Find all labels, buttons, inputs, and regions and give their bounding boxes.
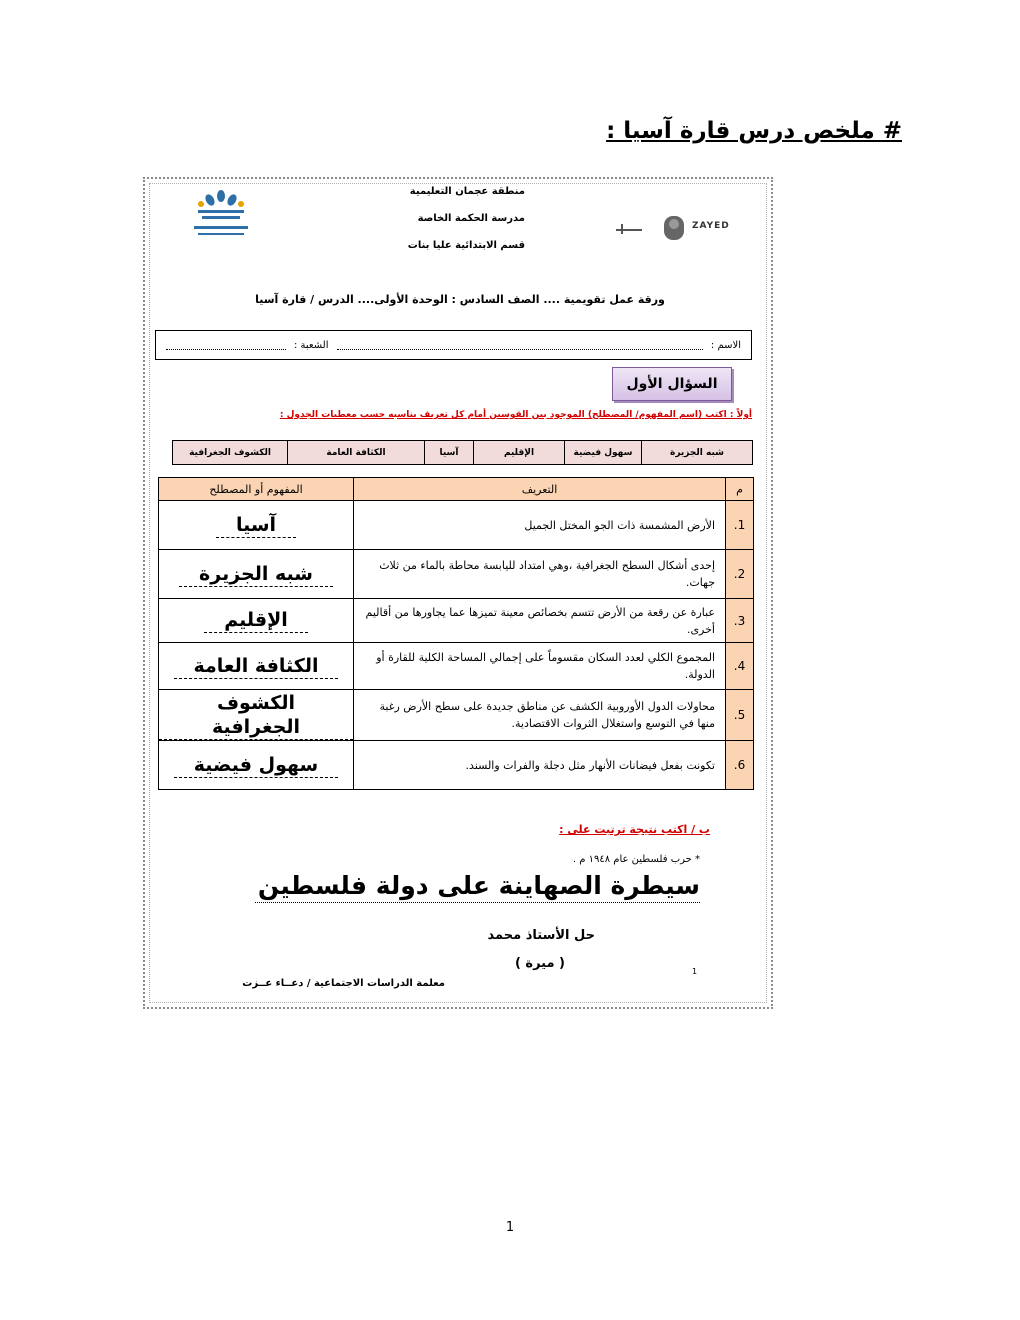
row-definition: المجموع الكلي لعدد السكان مقسوماً على إجمالي المساحة الكلية للقارة أو الدولة.	[354, 643, 726, 690]
row-definition: تكونت بفعل فيضانات الأنهار مثل دجلة والفرات والسند.	[354, 741, 726, 790]
row-definition: عبارة عن رقعة من الأرض تتسم بخصائص معينة تميزها عما يجاورها من أقاليم أخرى.	[354, 599, 726, 643]
row-answer: سهول فيضية	[174, 753, 338, 778]
row-definition: إحدى أشكال السطح الجغرافية ،وهي امتداد لليابسة محاطة بالماء من ثلاث جهات.	[354, 550, 726, 599]
row-definition: الأرض المشمسة ذات الجو المختل الجميل	[354, 501, 726, 550]
table-row	[159, 550, 754, 599]
student-name: ( ميرة )	[514, 956, 565, 971]
teacher-credit: معلمة الدراسات الاجتماعية / دعــاء عــزت	[242, 978, 445, 989]
row-answer-cell[interactable]	[159, 501, 354, 550]
row-number: 5.	[726, 690, 754, 741]
row-answer-cell[interactable]	[159, 550, 354, 599]
definitions-table	[158, 477, 754, 790]
school-header	[405, 186, 525, 267]
zayed-logo-text: ZAYED	[692, 221, 730, 231]
table-row	[159, 501, 754, 550]
word-bank-item: آسيا	[424, 441, 473, 464]
word-bank-item: الإقليم	[473, 441, 564, 464]
row-answer: الكثافة العامة	[174, 654, 339, 679]
word-bank-item: شبه الجزيرة	[641, 441, 752, 464]
word-bank-item: سهول فيضية	[564, 441, 641, 464]
instruction: أولاً : اكتب (اسم المفهوم/ المصطلح) الموجود بين القوسين أمام كل تعريف يناسبه حسب معطيات الجدول :	[279, 410, 752, 420]
word-bank-item: الكشوف الجغرافية	[173, 441, 287, 464]
question-badge: السؤال الأول	[612, 367, 732, 401]
word-bank-item: الكثافة العامة	[287, 441, 424, 464]
small-number: 1	[692, 967, 698, 976]
row-answer: الكشوف الجغرافية	[159, 691, 353, 740]
row-answer: الإقليم	[204, 608, 308, 633]
header-line-3: قسم الابتدائية عليا بنات	[407, 240, 525, 251]
part-b-event: * حرب فلسطين عام ١٩٤٨ م .	[572, 854, 700, 865]
word-bank	[172, 440, 753, 465]
table-row	[159, 643, 754, 690]
row-answer-cell[interactable]	[159, 599, 354, 643]
part-b-answer[interactable]: سيطرة الصهاينة على دولة فلسطين	[255, 870, 700, 903]
name-label: الاسم :	[710, 339, 741, 351]
row-answer-cell[interactable]	[159, 741, 354, 790]
school-logo	[186, 186, 256, 242]
header-line-1: منطقة عجمان التعليمية	[409, 186, 525, 197]
row-number: 6.	[726, 741, 754, 790]
row-number: 2.	[726, 550, 754, 599]
name-field[interactable]	[337, 341, 703, 350]
sheet-heading: ورقة عمل تقويمية .... الصف السادس : الوحدة الأولى.... الدرس / قارة آسيا	[255, 293, 665, 306]
part-b-title: ب / اكتب نتيجة ترتبت على :	[559, 823, 710, 836]
row-number: 4.	[726, 643, 754, 690]
row-number: 3.	[726, 599, 754, 643]
table-row	[159, 599, 754, 643]
page-number: 1	[505, 1220, 515, 1235]
row-answer: شبه الجزيرة	[179, 562, 333, 587]
row-number: 1.	[726, 501, 754, 550]
row-answer-cell[interactable]	[159, 690, 354, 741]
section-label: الشعبة :	[294, 339, 329, 351]
zayed-logo	[612, 212, 730, 242]
table-header-row	[159, 478, 754, 501]
header-line-2: مدرسة الحكمة الخاصة	[417, 213, 525, 224]
header-term: المفهوم أو المصطلح	[159, 478, 354, 501]
table-row	[159, 741, 754, 790]
section-field[interactable]	[166, 341, 286, 350]
header-num: م	[726, 478, 754, 501]
header-definition: التعريف	[354, 478, 726, 501]
table-row	[159, 690, 754, 741]
name-box	[155, 330, 752, 360]
row-answer: آسيا	[216, 513, 296, 538]
page-title: # ملخص درس قارة آسيا :	[606, 118, 902, 144]
row-answer-cell[interactable]	[159, 643, 354, 690]
row-definition: محاولات الدول الأوروبية الكشف عن مناطق جديدة على سطح الأرض رغبة منها في التوسع واستغلال الثروات الاقتصادية.	[354, 690, 726, 741]
solver-credit: حل الأستاذ محمد	[487, 928, 595, 943]
